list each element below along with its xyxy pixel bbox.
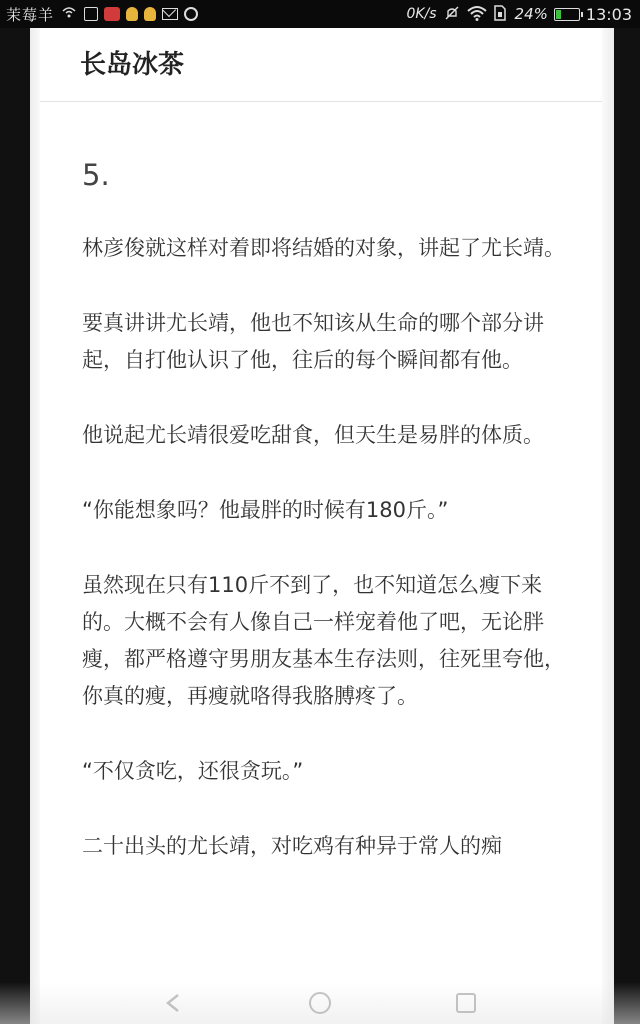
home-button[interactable]	[307, 990, 333, 1016]
app-red-icon	[104, 7, 120, 21]
screenshot-icon	[84, 7, 98, 21]
status-bar-right	[406, 5, 632, 24]
battery-percent: 24%	[514, 5, 548, 23]
article-page[interactable]	[30, 28, 614, 1024]
navigation-bar	[0, 982, 640, 1024]
sim-icon	[491, 5, 509, 23]
page-title: 长岛冰茶	[80, 50, 185, 80]
clock: 13:03	[585, 4, 632, 24]
carrier-signal-icon	[60, 5, 78, 23]
article-header	[40, 28, 602, 102]
carrier-label: 茉莓羊	[6, 5, 55, 24]
home-icon	[309, 992, 331, 1014]
paragraph: “你能想象吗？他最胖的时候有180斤。”	[82, 498, 449, 522]
bulb-icon	[144, 7, 156, 21]
battery-icon	[554, 8, 580, 21]
recent-apps-button[interactable]	[453, 990, 479, 1016]
network-speed: 0K/s	[406, 6, 437, 22]
recent-apps-icon	[456, 993, 476, 1013]
paragraph: 林彦俊就这样对着即将结婚的对象，讲起了尤长靖。	[82, 236, 565, 260]
bulb-icon	[126, 7, 138, 21]
back-icon[interactable]	[161, 990, 187, 1016]
mute-icon	[443, 5, 461, 23]
status-bar-left	[6, 4, 198, 25]
battery-level-fill	[556, 10, 561, 19]
wifi-icon	[467, 5, 485, 23]
status-bar	[0, 0, 640, 28]
article-content	[82, 158, 582, 903]
paragraph: “不仅贪吃，还很贪玩。”	[82, 759, 304, 783]
paragraph: 虽然现在只有110斤不到了，也不知道怎么瘦下来的。大概不会有人像自己一样宠着他了吧，无论胖瘦，都严格遵守男朋友基本生存法则，往死里夸他，你真的瘦，再瘦就咯得我胳膊疼了。	[82, 573, 565, 708]
paragraph: 他说起尤长靖很爱吃甜食，但天生是易胖的体质。	[82, 423, 544, 447]
chapter-heading: 5.	[82, 158, 110, 192]
paragraph: 要真讲讲尤长靖，他也不知该从生命的哪个部分讲起，自打他认识了他，往后的每个瞬间都有他。	[82, 311, 544, 372]
ring-icon	[184, 7, 198, 21]
paragraph: 二十出头的尤长靖，对吃鸡有种异于常人的痴	[82, 834, 502, 858]
mail-icon	[162, 8, 178, 20]
